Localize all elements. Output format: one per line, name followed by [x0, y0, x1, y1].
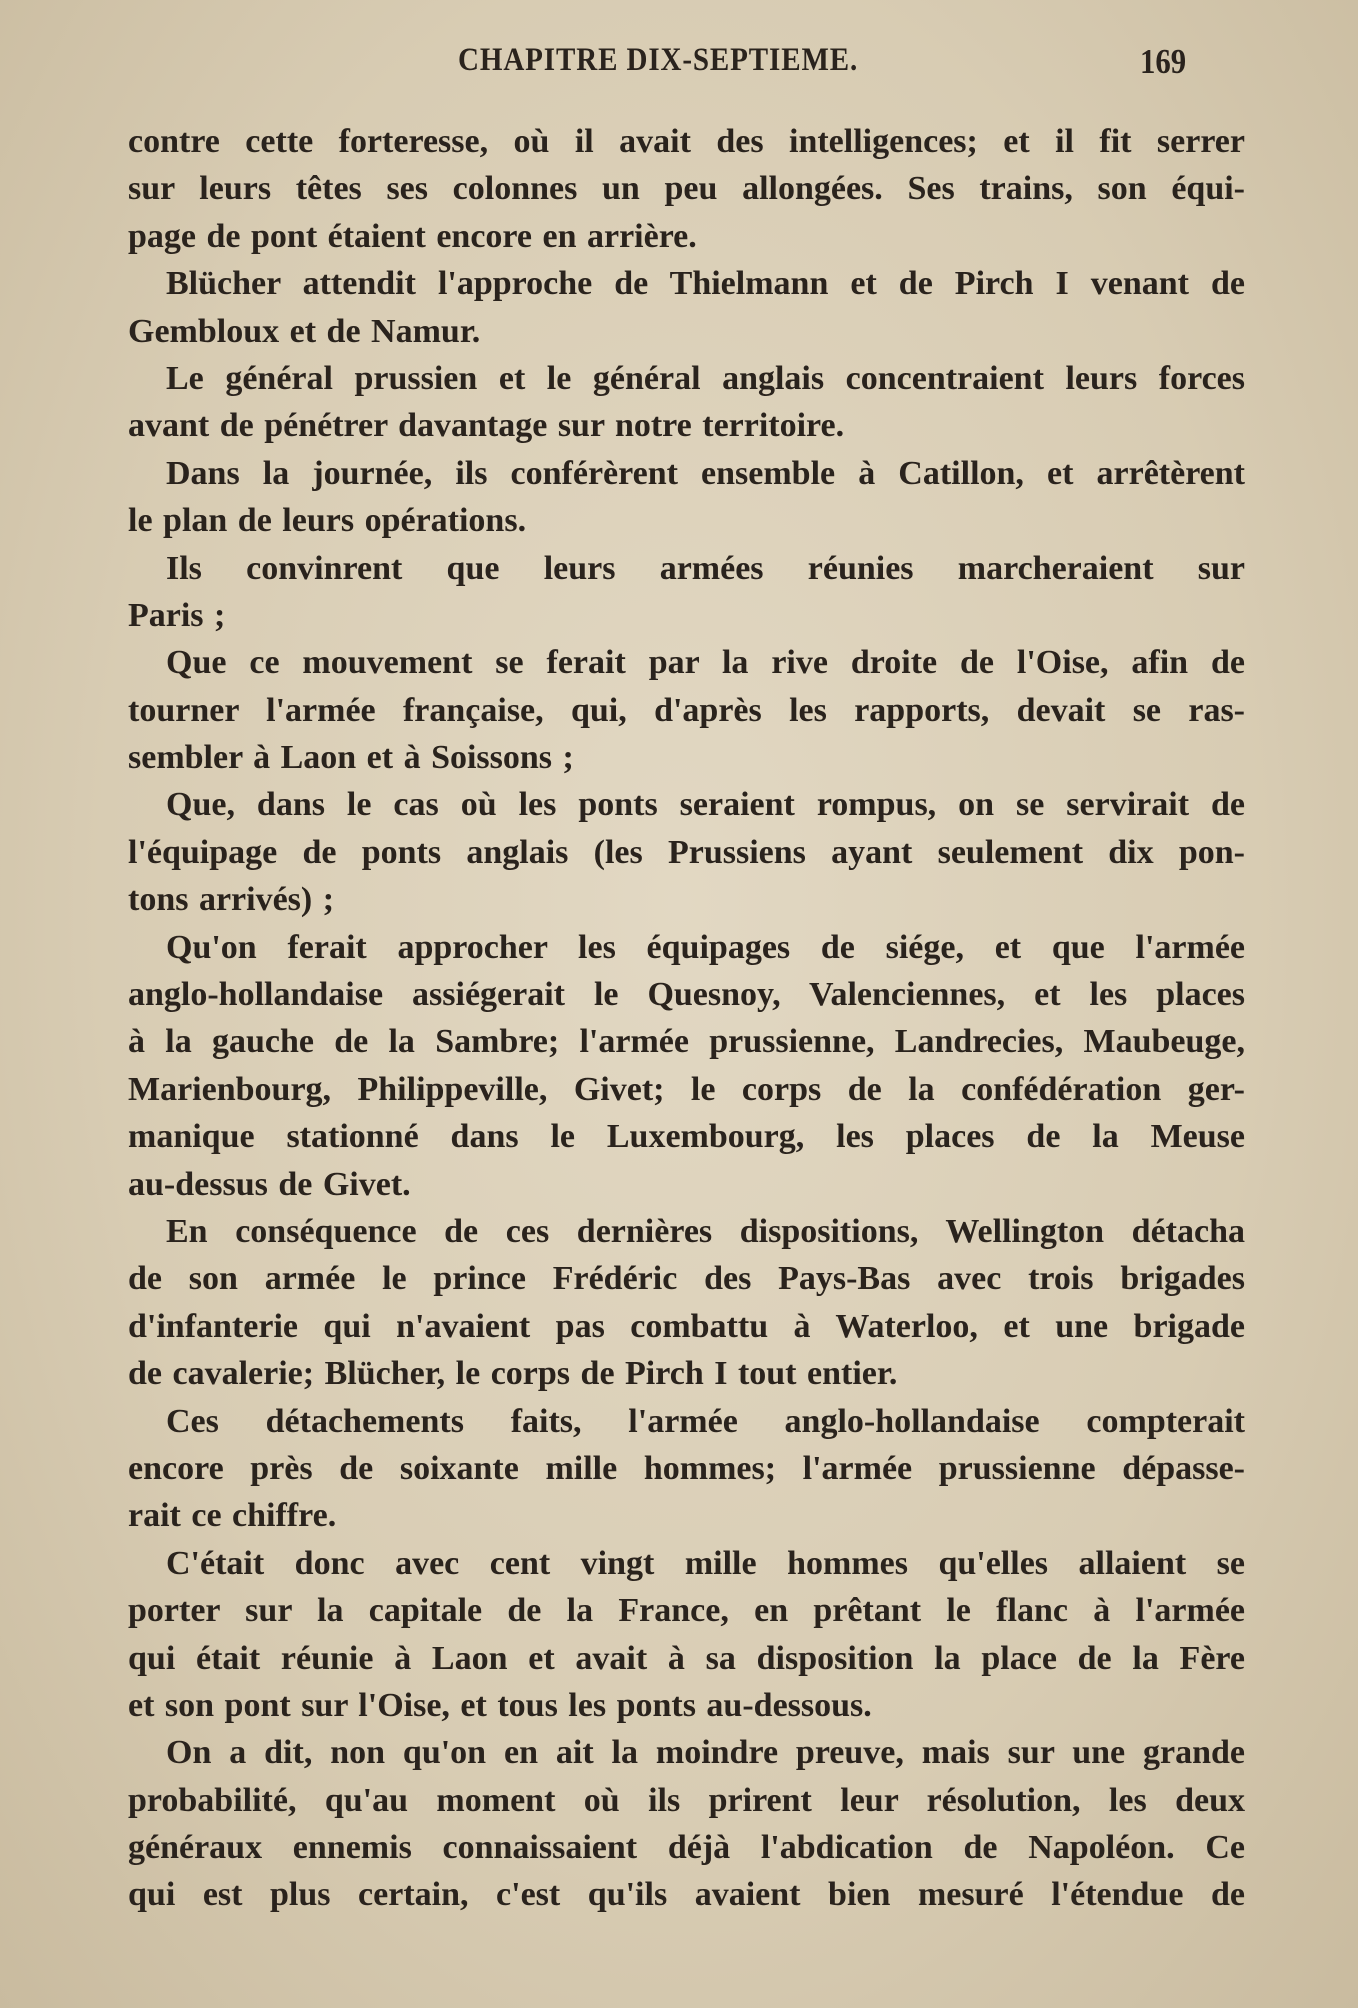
text-line: Paris ; [128, 596, 226, 634]
text-line: de cavalerie; Blücher, le corps de Pirch I tout entier. [128, 1355, 898, 1393]
text-line: le plan de leurs opérations. [128, 502, 527, 540]
text-line: l'équipage de ponts anglais (les Prussiens ayant seulement dix pon- [128, 833, 1245, 871]
text-line: Ils convinrent que leurs armées réunies marcheraient sur [166, 549, 1245, 587]
text-line: rait ce chiffre. [128, 1497, 337, 1535]
text-line: à la gauche de la Sambre; l'armée prussienne, Landrecies, Maubeuge, [128, 1023, 1245, 1061]
text-line: qui était réunie à Laon et avait à sa disposition la place de la Fère [128, 1639, 1245, 1677]
text-line: anglo-hollandaise assiégerait le Quesnoy, Valenciennes, et les places [128, 976, 1245, 1014]
text-line: manique stationné dans le Luxembourg, les places de la Meuse [128, 1118, 1245, 1156]
page-header [128, 42, 1187, 92]
text-line: probabilité, qu'au moment où ils prirent leur résolution, les deux [128, 1781, 1245, 1819]
text-line: sembler à Laon et à Soissons ; [128, 739, 574, 777]
text-line: Que, dans le cas où les ponts seraient rompus, on se servirait de [166, 786, 1245, 824]
text-line: de son armée le prince Frédéric des Pays-Bas avec trois brigades [128, 1260, 1245, 1298]
text-line: Que ce mouvement se ferait par la rive droite de l'Oise, afin de [166, 644, 1245, 682]
text-line: Blücher attendit l'approche de Thielmann et de Pirch I venant de [166, 265, 1245, 303]
running-title: CHAPITRE DIX-SEPTIEME. [458, 42, 859, 78]
text-line: Le général prussien et le général anglais concentraient leurs forces [166, 359, 1245, 397]
text-line: et son pont sur l'Oise, et tous les ponts au-dessous. [128, 1686, 872, 1724]
text-line: C'était donc avec cent vingt mille hommes qu'elles allaient se [166, 1544, 1245, 1582]
text-line: au-dessus de Givet. [128, 1165, 411, 1203]
text-line: Dans la journée, ils conférèrent ensemble à Catillon, et arrêtèrent [166, 454, 1245, 492]
text-line: tons arrivés) ; [128, 881, 335, 919]
text-line: On a dit, non qu'on en ait la moindre preuve, mais sur une grande [166, 1734, 1245, 1772]
text-line: Ces détachements faits, l'armée anglo-hollandaise compterait [166, 1402, 1245, 1440]
page-number: 169 [1140, 42, 1187, 81]
text-line: page de pont étaient encore en arrière. [128, 217, 697, 255]
text-line: qui est plus certain, c'est qu'ils avaient bien mesuré l'étendue de [128, 1876, 1245, 1914]
text-line: contre cette forteresse, où il avait des intelligences; et il fit serrer [128, 123, 1245, 160]
text-line: Gembloux et de Namur. [128, 312, 481, 350]
text-line: En conséquence de ces dernières dispositions, Wellington détacha [166, 1212, 1245, 1250]
text-line: d'infanterie qui n'avaient pas combattu à Waterloo, et une brigade [128, 1307, 1245, 1345]
text-line: sur leurs têtes ses colonnes un peu allongées. Ses trains, son équi- [128, 170, 1245, 208]
text-line: encore près de soixante mille hommes; l'armée prussienne dépasse- [128, 1449, 1245, 1487]
text-line: porter sur la capitale de la France, en prêtant le flanc à l'armée [128, 1592, 1245, 1630]
text-line: tourner l'armée française, qui, d'après les rapports, devait se ras- [128, 691, 1245, 729]
text-line: avant de pénétrer davantage sur notre territoire. [128, 407, 845, 445]
body-text [128, 118, 1245, 1919]
text-line: généraux ennemis connaissaient déjà l'abdication de Napoléon. Ce [128, 1829, 1245, 1867]
text-line: Qu'on ferait approcher les équipages de siége, et que l'armée [166, 928, 1245, 966]
text-line: Marienbourg, Philippeville, Givet; le corps de la confédération ger- [128, 1070, 1245, 1108]
